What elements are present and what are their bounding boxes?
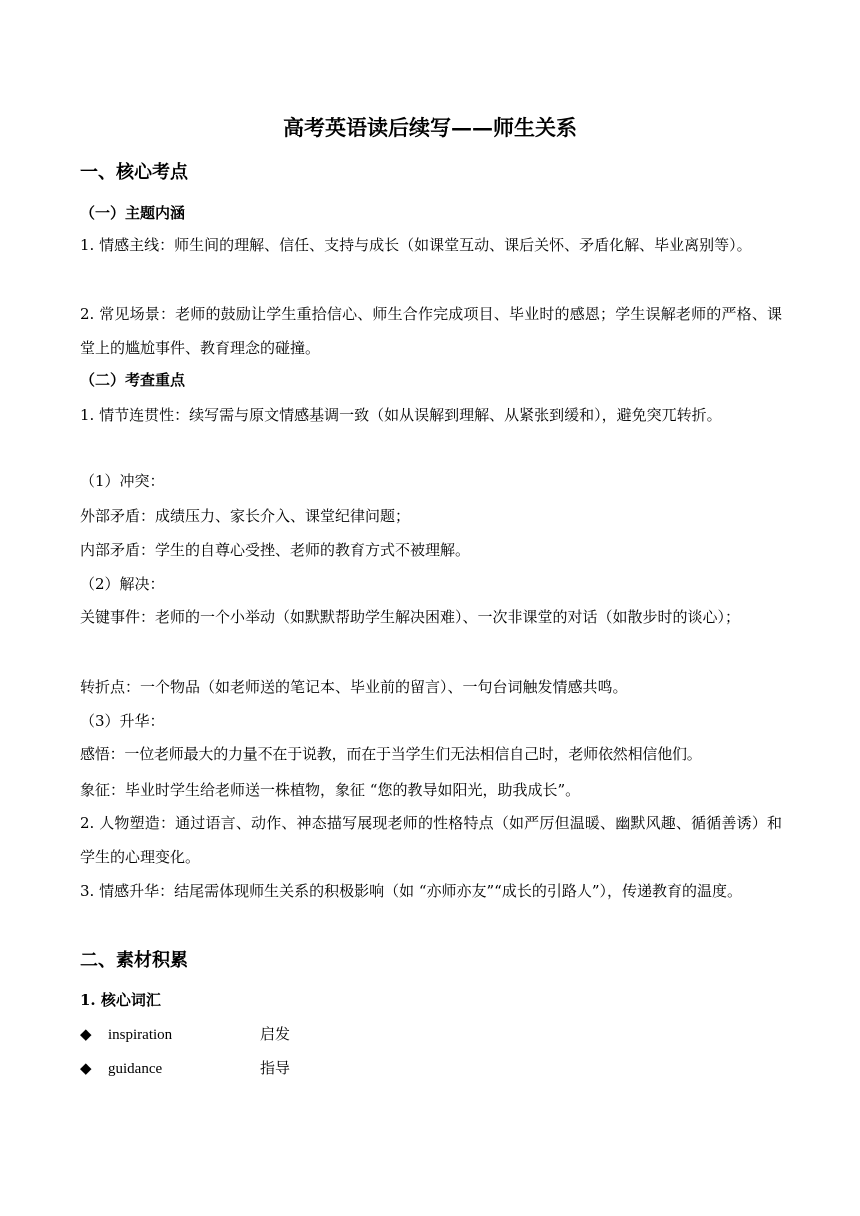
text-insight: 感悟：一位老师最大的力量不在于说教，而在于当学生们无法相信自己时，老师依然相信他们。 xyxy=(80,745,702,763)
text-external-conflict: 外部矛盾：成绩压力、家长介入、课堂纪律问题； xyxy=(80,507,411,525)
subheading-sublimation: （3）升华： xyxy=(80,712,165,730)
text-symbol: 象征：毕业时学生给老师送一株植物，象征 “您的教导如阳光，助我成长”。 xyxy=(80,781,581,799)
subheading-conflict: （1）冲突： xyxy=(80,472,165,490)
vocab-english: guidance xyxy=(108,1061,163,1077)
paragraph-plot-coherence: 1. 情节连贯性：续写需与原文情感基调一致（如从误解到理解、从紧张到缓和），避免突兀转折。 xyxy=(80,406,722,424)
text-turning-point: 转折点：一个物品（如老师送的笔记本、毕业前的留言）、一句台词触发情感共鸣。 xyxy=(80,678,628,696)
vocab-item xyxy=(80,1056,290,1081)
diamond-bullet-icon: ◆ xyxy=(80,1025,92,1043)
section-heading-core-points: 一、核心考点 xyxy=(80,162,188,183)
paragraph-common-scenes: 2. 常见场景：老师的鼓励让学生重拾信心、师生合作完成项目、毕业时的感恩；学生误解老师的严格、课堂上的尴尬事件、教育理念的碰撞。 xyxy=(80,305,782,357)
vocab-chinese: 指导 xyxy=(260,1059,291,1077)
paragraph-emotional-mainline: 1. 情感主线：师生间的理解、信任、支持与成长（如课堂互动、课后关怀、矛盾化解、毕业离别等）。 xyxy=(80,236,752,254)
vocab-item xyxy=(80,1022,290,1047)
paragraph-character-building: 2. 人物塑造：通过语言、动作、神态描写展现老师的性格特点（如严厉但温暖、幽默风趣、循循善诱）和学生的心理变化。 xyxy=(80,814,782,866)
diamond-bullet-icon: ◆ xyxy=(80,1059,92,1077)
subheading-key-points: （二）考查重点 xyxy=(80,371,186,389)
vocab-english: inspiration xyxy=(108,1027,173,1043)
vocab-chinese: 启发 xyxy=(260,1025,291,1043)
subheading-resolution: （2）解决： xyxy=(80,575,165,593)
document-title: 高考英语读后续写——师生关系 xyxy=(283,115,577,140)
section-heading-materials: 二、素材积累 xyxy=(80,950,188,971)
text-key-event: 关键事件：老师的一个小举动（如默默帮助学生解决困难）、一次非课堂的对话（如散步时的谈心）； xyxy=(80,608,741,626)
subheading-theme: （一）主题内涵 xyxy=(80,204,186,222)
paragraph-emotional-sublimation: 3. 情感升华：结尾需体现师生关系的积极影响（如 “亦师亦友”“成长的引路人”），传递教育的温度。 xyxy=(80,882,743,900)
text-internal-conflict: 内部矛盾：学生的自尊心受挫、老师的教育方式不被理解。 xyxy=(80,541,471,559)
subheading-core-vocabulary: 1. 核心词汇 xyxy=(80,991,161,1009)
